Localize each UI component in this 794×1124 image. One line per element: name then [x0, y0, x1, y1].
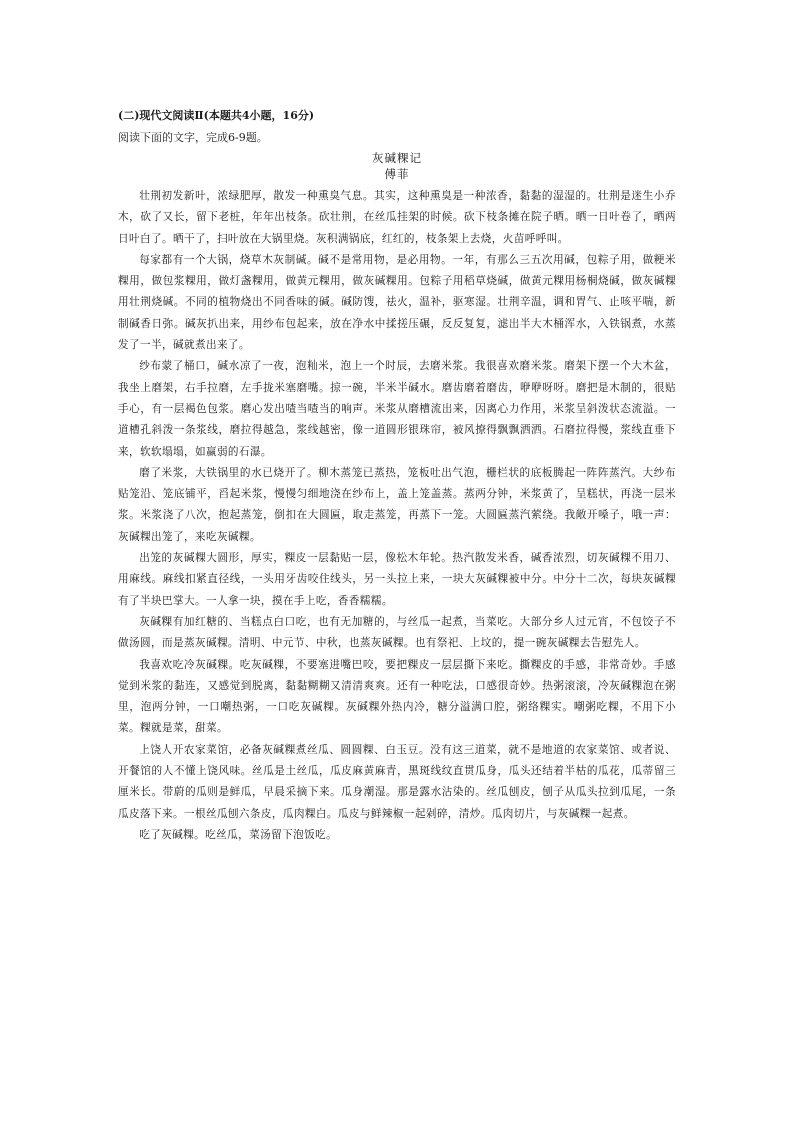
paragraph: 上饶人开农家菜馆，必备灰碱粿煮丝瓜、圆圆粿、白玉豆。没有这三道菜，就不是地道的农家菜馆、或者说、开餐馆的人不懂上饶风味。丝瓜是土丝瓜，瓜皮麻黄麻青，黑斑线纹直贯瓜身，瓜头还结着半枯的瓜花，瓜蒂留三厘米长。带蔚的瓜则是鲜瓜，早晨采摘下来。瓜身潮湿。那是露水沾染的。丝瓜刨皮，刨子从瓜头拉到瓜尾，一条瓜皮落下来。一根丝瓜刨六条皮，瓜肉粿白。瓜皮与鲜辣椒一起剁碎，清炒。瓜肉切片，与灰碱粿一起煮。 [118, 743, 676, 820]
paragraph: 我喜欢吃冷灰碱粿。吃灰碱粿，不要塞进嘴巴咬，要把粿皮一层层撕下来吃。撕粿皮的手感，非常奇妙。手感觉到米浆的黏连，又感觉到脱离，黏黏糊糊又清清爽爽。还有一种吃法，口感很奇妙。热粥滚滚，冷灰碱粿泡在粥里，泡两分钟，一口嘲热粥，一口吃灰碱粿。灰碱粿外热内冷，糖分溢满口腔，粥络粿实。嘲粥吃粿，不用下小菜。粿就是菜，甜菜。 [118, 658, 676, 735]
section-heading: (二)现代文阅读Ⅱ(本题共4小题，16分) [118, 109, 315, 122]
paragraph: 每家都有一个大锅，烧草木灰制碱。碱不是常用物，是必用物。一年，有那么三五次用碱，包粽子用，做粳米粿用，做包浆粿用，做灯盏粿用，做黄元粿用，做灰碱粿用。包粽子用稻草烧碱，做黄元粿用杨桐烧碱，做灰碱粿用壮荆烧碱。不同的植物烧出不同香味的碱。碱防馊，祛火，温补，驱寒湿。壮荆辛温，调和胃气、止咳平喘，新制碱香日弥。碱灰扒出来，用纱布包起来，放在净水中揉搓压碾，反反复复，滤出半大木桶浑水，入铁锅煮，水蒸发了一半，碱就煮出来了。 [118, 253, 676, 352]
paragraph: 灰碱粿有加红糖的、当糕点白口吃，也有无加糖的，与丝瓜一起煮，当菜吃。大部分乡人过元宵，不包饺子不做汤圆，而是蒸灰碱粿。清明、中元节、中秋，也蒸灰碱粿。也有祭祀、上坟的，提一碗灰碱粿去告慰先人。 [118, 615, 676, 650]
paragraph: 吃了灰碱粿。吃丝瓜，菜汤留下泡饭吃。 [139, 828, 338, 841]
article-body [118, 186, 676, 846]
paragraph: 纱布蒙了桶口，碱水凉了一夜，泡籼米，泡上一个时辰，去磨米浆。我很喜欢磨米浆。磨架下摆一个大木盆，我坐上磨架，右手拉磨，左手拢米塞磨嘴。掠一碗，半米半碱水。磨齿磨着磨齿，咿咿呀呀。磨把是木制的，很贴手心，有一层褐色包浆。磨心发出喳当喳当的响声。米浆从磨槽流出来，因离心力作用，米浆呈斜泼状态流溢。一道槽孔斜泼一条浆线，磨拉得越急，浆线越密，像一道圆形银珠帘，被风撩得飘飘洒洒。石磨拉得慢，浆线直垂下来，软软塌塌，如赢弱的石瀑。 [118, 360, 676, 458]
article-author: 傅菲 [384, 167, 410, 181]
article-title: 灰碱粿记 [372, 151, 422, 165]
paragraph: 出笼的灰碱粿大圆形，厚实，粿皮一层黏贴一层，像松木年轮。热汽散发米香，碱香浓烈，切灰碱粿不用刀、用麻线。麻线扣紧直径线，一头用牙齿咬住线头，另一头拉上来，一块大灰碱粿被中分。中分十二次，每块灰碱粿有了半块巴掌大。一人拿一块，摸在手上吃，香香糯糯。 [118, 552, 676, 607]
reading-instruction: 阅读下面的文字，完成6-9题。 [118, 131, 268, 144]
paragraph: 壮荆初发新叶，浓绿肥厚，散发一种熏臭气息。其实，这种熏臭是一种浓香，黏黏的湿湿的。壮荆是迷生小乔木，砍了又长，留下老桩，年年出枝条。砍壮荆，在丝瓜挂架的时候。砍下枝条摊在院子晒。晒一日叶卷了，晒两日叶白了。晒干了，扫叶放在大锅里烧。灰积满锅底，红红的，枝条架上去烧，火苗呼呼叫。 [118, 190, 676, 245]
paragraph: 磨了米浆，大铁锅里的水已烧开了。柳木蒸笼已蒸热，笼板吐出气泡，栅栏状的底板腾起一阵阵蒸汽。大纱布贴笼沿、笼底铺平，舀起米浆，慢慢匀细地浇在纱布上，盖上笼盖蒸。蒸两分钟，米浆黄了，呈糕状，再浇一层米浆。米浆浇了八次，抱起蒸笼，倒扣在大圆匾，取走蒸笼，再蒸下一笼。大圆匾蒸汽萦绕。我敞开嗓子，哦一声：灰碱粿出笼了，来吃灰碱粿。 [118, 466, 676, 543]
document-page [118, 108, 676, 846]
